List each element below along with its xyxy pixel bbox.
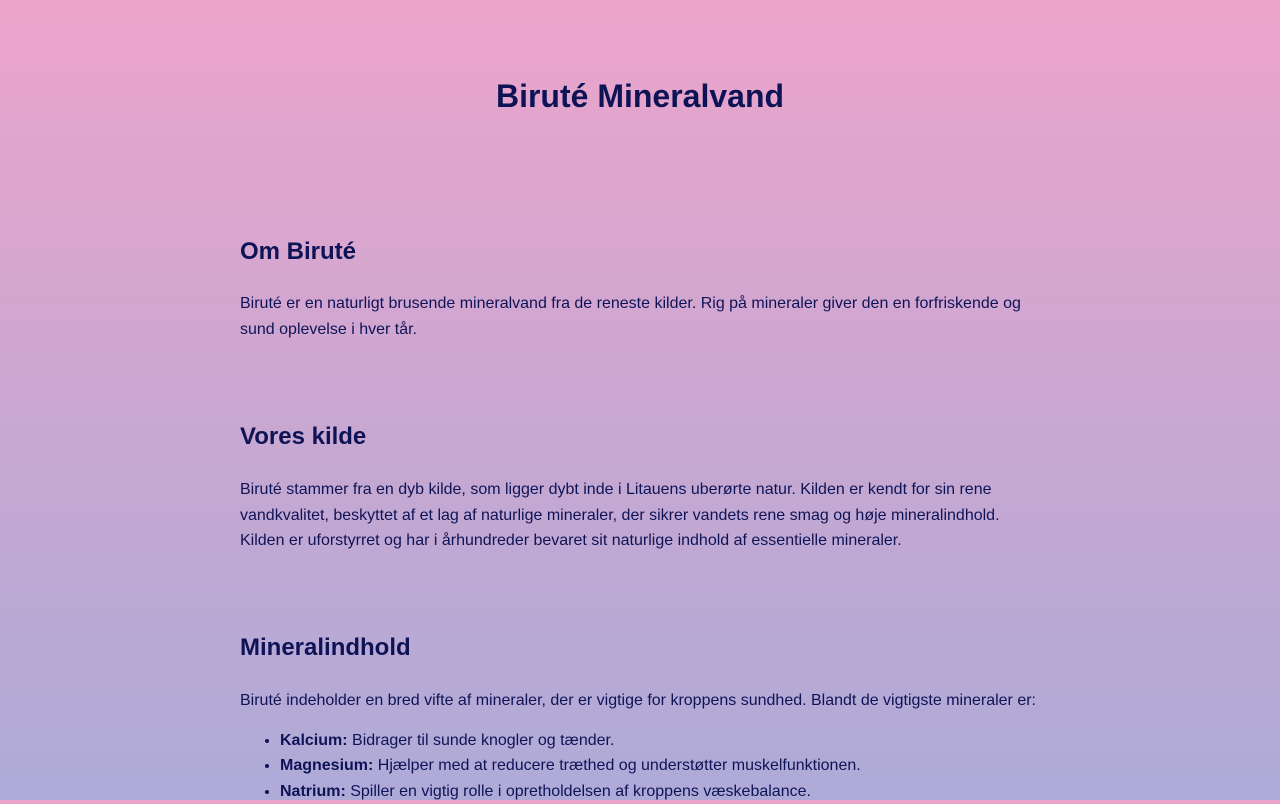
- source-heading: Vores kilde: [240, 423, 367, 450]
- mineral-list: [240, 728, 1040, 804]
- list-item: [280, 728, 1040, 754]
- mineral-desc: Bidrager til sunde knogler og tænder.: [347, 731, 615, 749]
- mineral-name: Kalcium:: [280, 731, 348, 749]
- mineral-name: Magnesium:: [280, 757, 374, 775]
- source-section: [240, 423, 1040, 554]
- about-section: [240, 238, 1040, 342]
- list-item: [280, 779, 1040, 804]
- source-text: Biruté stammer fra en dyb kilde, som ligger dybt inde i Litauens uberørte natur. Kilden er kendt for sin rene vandkvalitet, beskyttet af et lag af naturlige mineraler, der sikrer vandets rene smag og høje mineralindhold. Kilden er uforstyrret og har i århundreder bevaret sit naturlige indhold af essentielle mineraler.: [240, 481, 1000, 550]
- mineral-desc: Hjælper med at reducere træthed og understøtter muskelfunktionen.: [373, 757, 861, 775]
- about-text: Biruté er en naturligt brusende mineralvand fra de reneste kilder. Rig på mineraler giver den en forfriskende og sund oplevelse i hver tår.: [240, 295, 1021, 338]
- mineral-name: Natrium:: [280, 782, 346, 800]
- mineral-desc: Spiller en vigtig rolle i opretholdelsen af kroppens væskebalance.: [345, 782, 811, 800]
- minerals-heading: Mineralindhold: [240, 634, 411, 661]
- about-heading: Om Biruté: [240, 238, 357, 265]
- minerals-section: [240, 634, 1040, 804]
- minerals-text: Biruté indeholder en bred vifte af mineraler, der er vigtige for kroppens sundhed. Blandt de vigtigste mineraler er:: [240, 692, 1036, 709]
- page-title: Biruté Mineralvand: [495, 78, 785, 114]
- list-item: [280, 753, 1040, 779]
